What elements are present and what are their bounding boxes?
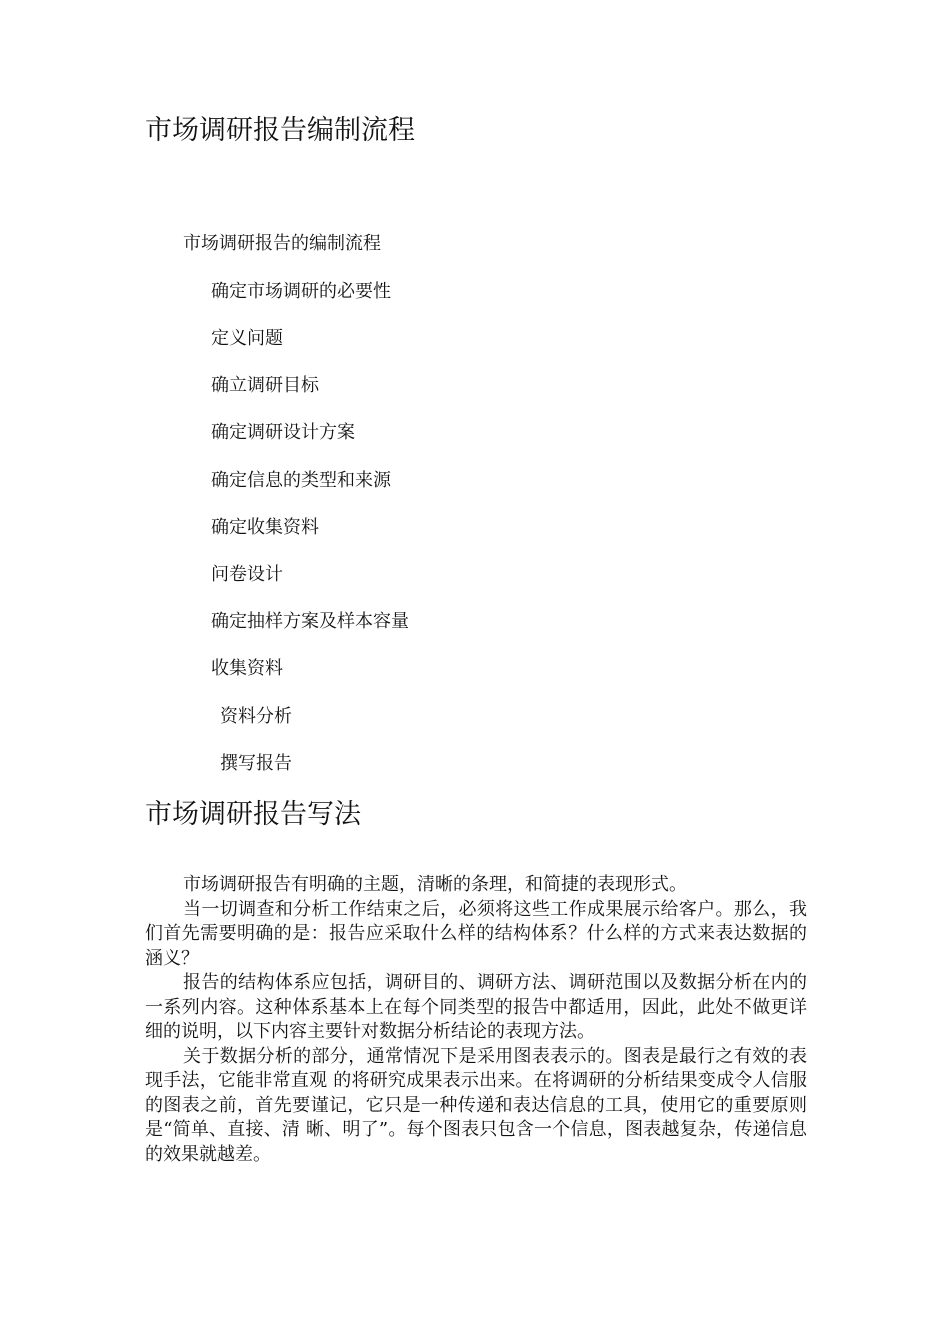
paragraph: 当一切调查和分析工作结束之后，必须将这些工作成果展示给客户。那么，我们首先需要明确的是：报告应采取什么样的结构体系？什么样的方式来表达数据的涵义？: [145, 898, 807, 969]
flow-step: 资料分析: [220, 706, 292, 727]
flow-step: 确定市场调研的必要性: [211, 281, 391, 302]
flow-step: 撰写报告: [220, 753, 292, 774]
flow-step: 确定收集资料: [211, 517, 319, 538]
paragraph: 关于数据分析的部分，通常情况下是采用图表表示的。图表是最行之有效的表现手法，它能非常直观 的将研究成果表示出来。在将调研的分析结果变成令人信服的图表之前，首先要谨记，它只是一种传递和表达信息的工具，使用它的重要原则是“简单、直接、清 晰、明了”。每个图表只包含一个信息，图表越复杂，传递信息的效果就越差。: [145, 1045, 807, 1165]
flow-step: 确定调研设计方案: [211, 422, 355, 443]
flow-step: 问卷设计: [211, 564, 283, 585]
body-text: [145, 873, 807, 1167]
page-title: 市场调研报告编制流程: [145, 115, 415, 146]
flow-heading: 市场调研报告的编制流程: [183, 233, 381, 254]
flow-step: 定义问题: [211, 328, 283, 349]
flow-step: 收集资料: [211, 658, 283, 679]
flow-step: 确立调研目标: [211, 375, 319, 396]
flow-step: 确定抽样方案及样本容量: [211, 611, 409, 632]
paragraph: 报告的结构体系应包括，调研目的、调研方法、调研范围以及数据分析在内的一系列内容。这种体系基本上在每个同类型的报告中都适用，因此，此处不做更详细的说明，以下内容主要针对数据分析结论的表现方法。: [145, 972, 807, 1042]
paragraph: 市场调研报告有明确的主题，清晰的条理，和简捷的表现形式。: [183, 874, 687, 895]
flow-step: 确定信息的类型和来源: [211, 470, 391, 491]
section-title: 市场调研报告写法: [145, 799, 361, 830]
